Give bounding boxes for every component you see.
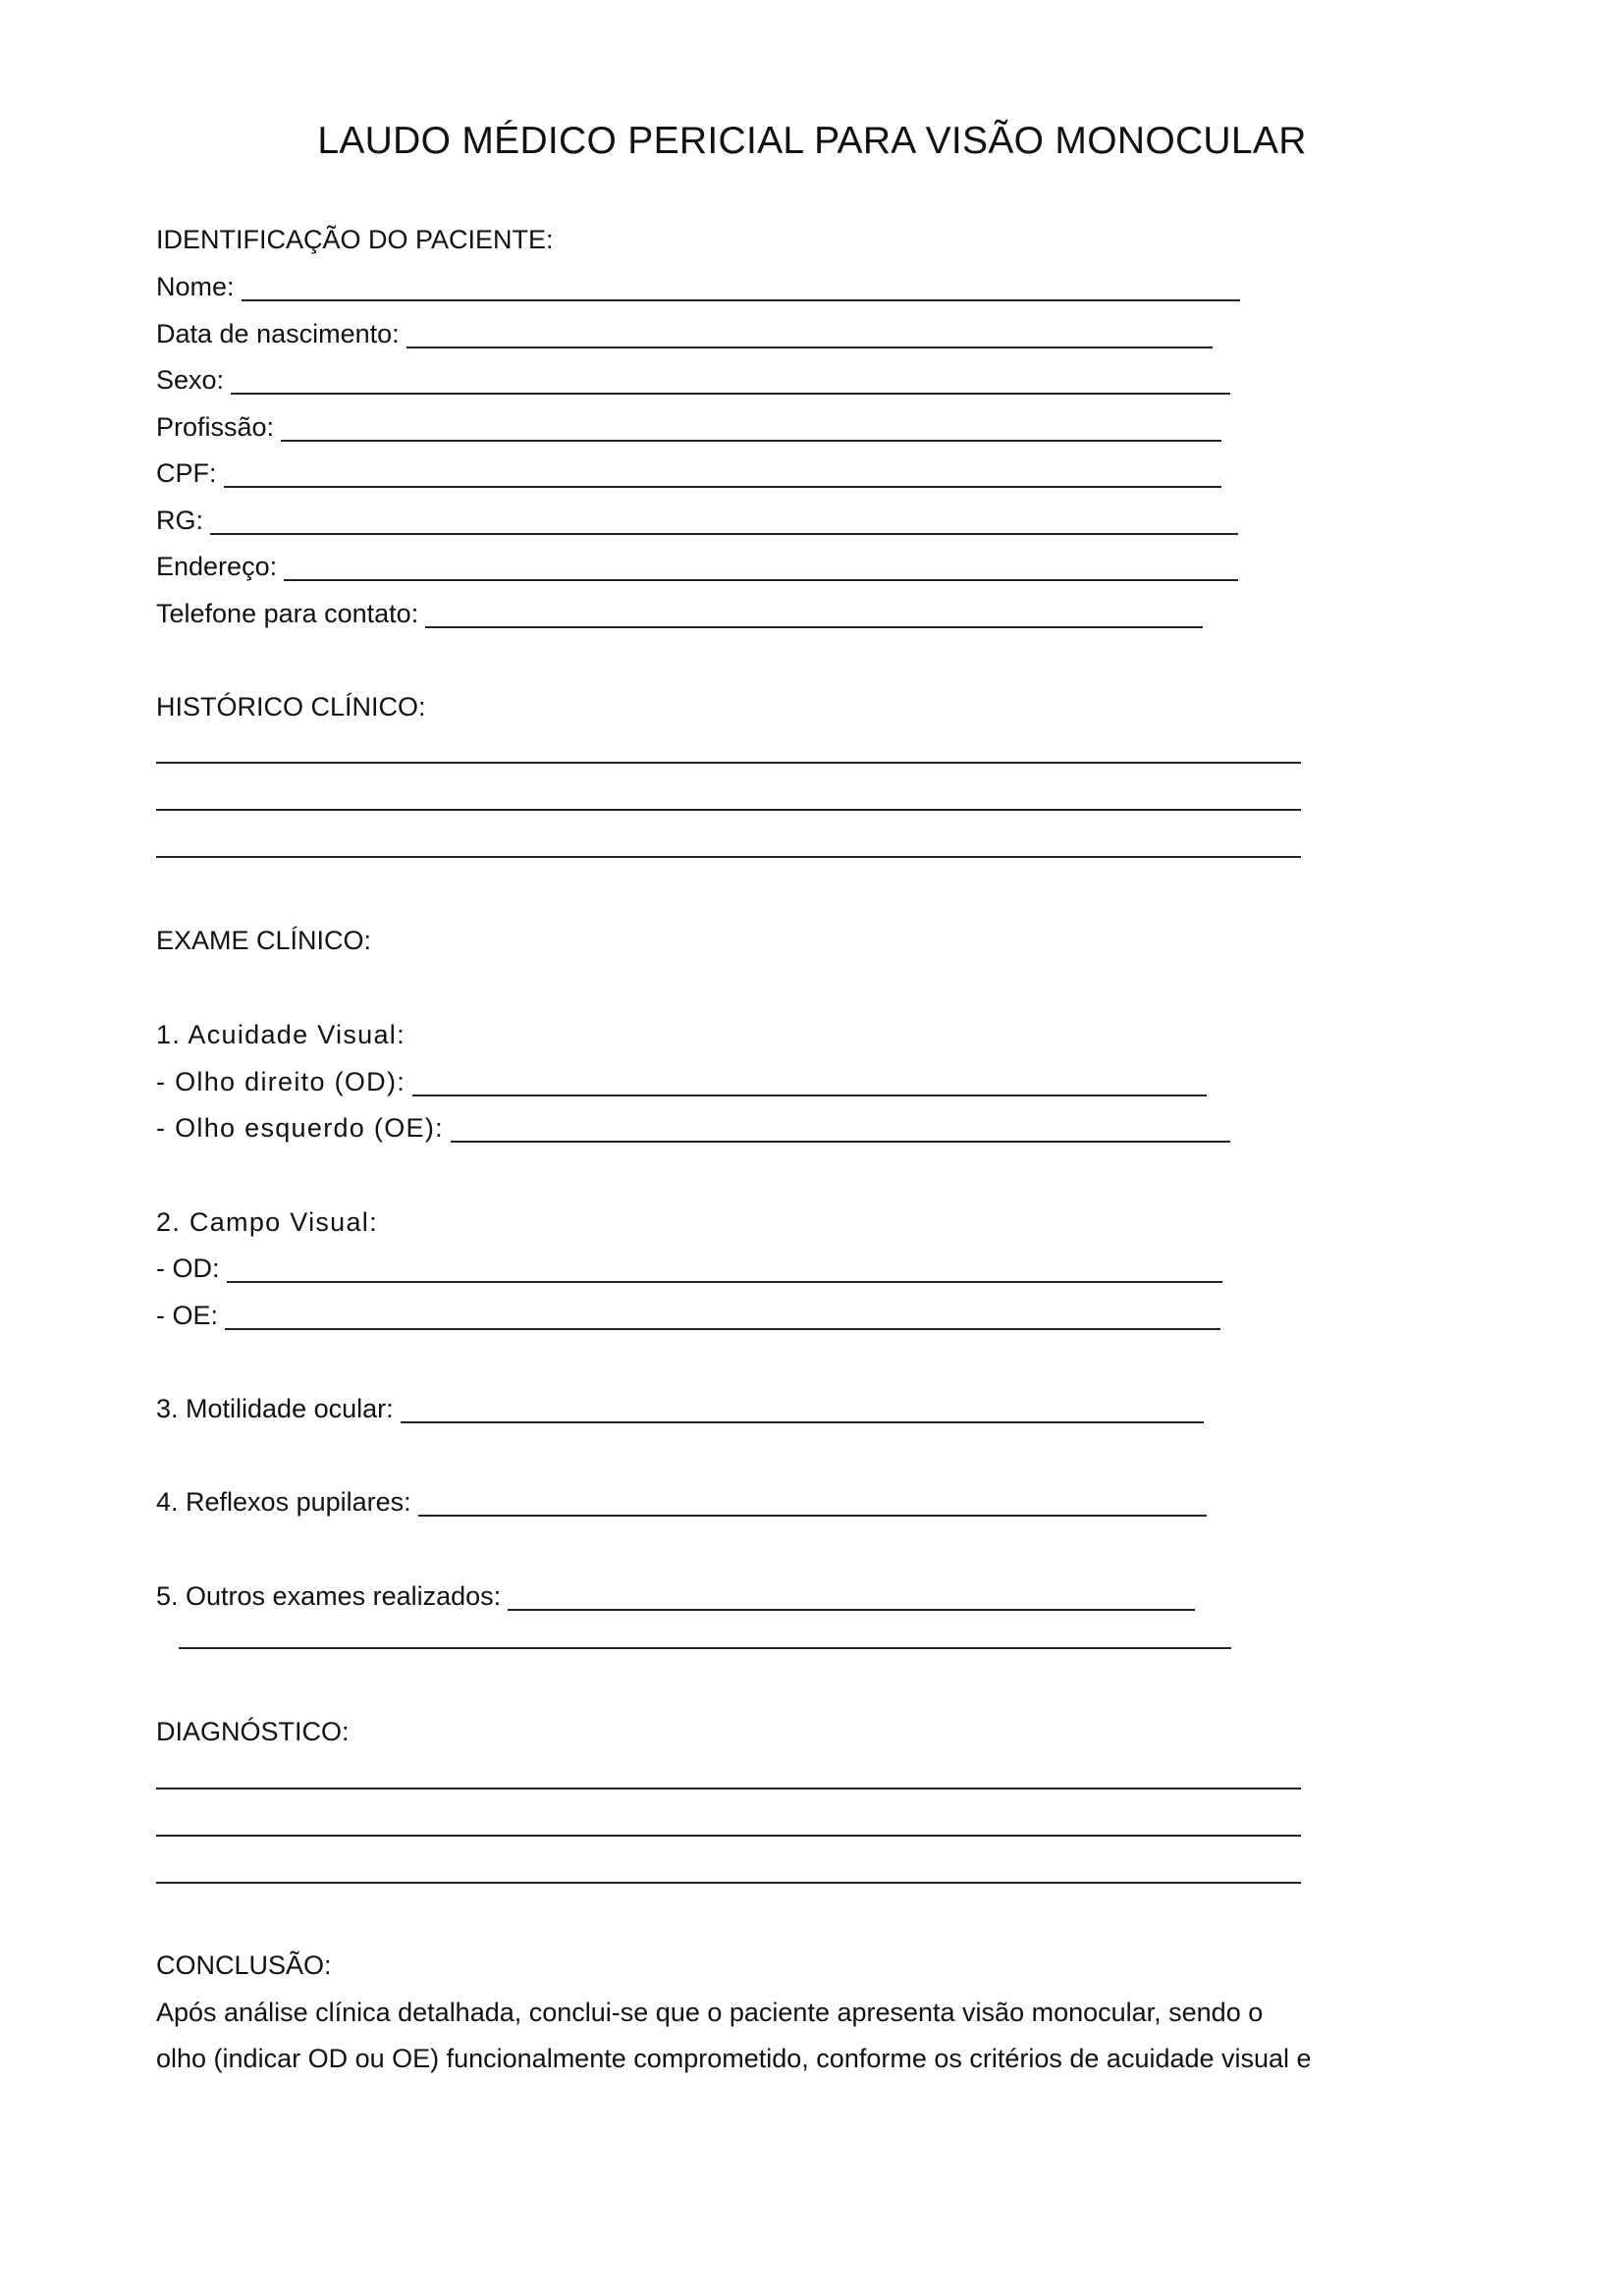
- field-blank-line[interactable]: [425, 607, 1203, 628]
- field-blank-line[interactable]: [406, 327, 1213, 348]
- field-profissao[interactable]: [156, 407, 1221, 447]
- field-label: CPF:: [156, 458, 217, 488]
- field-label: Telefone para contato:: [156, 599, 419, 628]
- field-label: 3. Motilidade ocular:: [156, 1394, 394, 1423]
- field-cpf[interactable]: [156, 454, 1221, 493]
- historico-blank-line-3[interactable]: [156, 856, 1301, 858]
- conclusao-text-line-2: olho (indicar OD ou OE) funcionalmente comprometido, conforme os critérios de acuidade visual e: [156, 2044, 1312, 2073]
- field-campo-od[interactable]: [156, 1249, 1222, 1288]
- field-label: Profissão:: [156, 412, 275, 442]
- field-label: - Olho esquerdo (OE):: [156, 1113, 444, 1143]
- field-label: RG:: [156, 506, 204, 535]
- field-nome[interactable]: [156, 267, 1240, 306]
- field-label: Endereço:: [156, 552, 278, 581]
- field-endereco[interactable]: [156, 547, 1238, 586]
- field-label: Nome:: [156, 272, 235, 301]
- subsection-acuidade-visual: 1. Acuidade Visual:: [156, 1020, 406, 1049]
- field-blank-line[interactable]: [401, 1402, 1204, 1423]
- field-blank-line[interactable]: [227, 1261, 1223, 1283]
- field-blank-line[interactable]: [412, 1075, 1207, 1096]
- document-title: LAUDO MÉDICO PERICIAL PARA VISÃO MONOCULAR: [317, 120, 1307, 162]
- field-acuidade-oe[interactable]: [156, 1108, 1230, 1148]
- field-label: - Olho direito (OD):: [156, 1067, 406, 1096]
- section-heading-conclusao: CONCLUSÃO:: [156, 1950, 332, 1980]
- historico-blank-line-2[interactable]: [156, 809, 1301, 811]
- historico-blank-line-1[interactable]: [156, 762, 1301, 764]
- field-blank-line[interactable]: [451, 1121, 1230, 1143]
- field-blank-line[interactable]: [281, 420, 1221, 442]
- field-label: Data de nascimento:: [156, 319, 400, 348]
- field-sexo[interactable]: [156, 360, 1230, 400]
- field-blank-line[interactable]: [242, 280, 1240, 301]
- conclusao-text-line-1: Após análise clínica detalhada, conclui-se que o paciente apresenta visão monocular, sendo o: [156, 1998, 1264, 2027]
- subsection-campo-visual: 2. Campo Visual:: [156, 1207, 378, 1237]
- field-label: - OD:: [156, 1254, 220, 1283]
- field-rg[interactable]: [156, 501, 1238, 540]
- field-label: - OE:: [156, 1301, 219, 1330]
- field-motilidade-ocular[interactable]: [156, 1389, 1204, 1428]
- diagnostico-blank-line-1[interactable]: [156, 1788, 1301, 1789]
- field-blank-line[interactable]: [231, 373, 1230, 395]
- field-outros-exames[interactable]: [156, 1576, 1195, 1616]
- diagnostico-blank-line-3[interactable]: [156, 1882, 1301, 1884]
- field-label: 4. Reflexos pupilares:: [156, 1487, 411, 1517]
- field-reflexos-pupilares[interactable]: [156, 1482, 1207, 1522]
- field-campo-oe[interactable]: [156, 1296, 1220, 1335]
- field-blank-line[interactable]: [418, 1495, 1207, 1517]
- field-label: 5. Outros exames realizados:: [156, 1581, 502, 1611]
- field-blank-line[interactable]: [210, 513, 1238, 535]
- section-heading-exame: EXAME CLÍNICO:: [156, 926, 372, 955]
- field-telefone[interactable]: [156, 594, 1203, 633]
- outros-exames-continuation-line[interactable]: [179, 1647, 1231, 1649]
- field-blank-line[interactable]: [284, 560, 1238, 581]
- field-label: Sexo:: [156, 365, 225, 395]
- section-heading-historico: HISTÓRICO CLÍNICO:: [156, 692, 426, 721]
- section-heading-identificacao: IDENTIFICAÇÃO DO PACIENTE:: [156, 225, 554, 254]
- section-heading-diagnostico: DIAGNÓSTICO:: [156, 1717, 350, 1746]
- field-blank-line[interactable]: [225, 1308, 1220, 1330]
- field-acuidade-od[interactable]: [156, 1062, 1207, 1101]
- field-blank-line[interactable]: [224, 466, 1221, 488]
- field-data-nascimento[interactable]: [156, 314, 1213, 353]
- diagnostico-blank-line-2[interactable]: [156, 1835, 1301, 1837]
- field-blank-line[interactable]: [508, 1589, 1195, 1611]
